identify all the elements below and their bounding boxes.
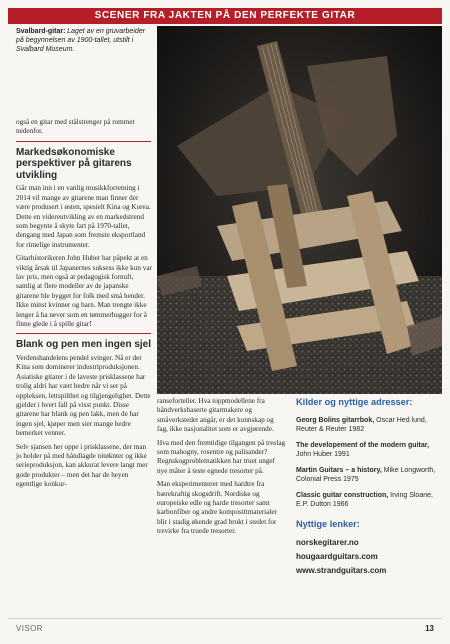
photo-caption bbox=[16, 27, 154, 54]
section1-paragraph-1: Går man inn i en vanlig musikkforretning i 2014 vil mange av gitarene man finner der være produsert i østen, spesielt Kina og Korea. Dette en videreutvikling av en markedstrend som begynte å skyte fart på 1970-tallet, dengang med Japan som fremste eksportland for rimelige instrumenter. bbox=[16, 184, 151, 249]
reference-item bbox=[296, 441, 442, 459]
section1-paragraph-2: Gitarhistorikeren John Huber har påpekt at en viktig årsak til Japanernes suksess ikke kun var lav pris, men også at pedagogisk fornuft, samlig at flere modeller av de japanske gitarene ble bygget for folk med små hender. Ikke minst kvinner og barn. Man trengte ikke lenger å ha never som en tømmerhugger for å finne glede i å spille gitar! bbox=[16, 254, 152, 328]
sources-heading: Kilder og nyttige adresser: bbox=[296, 397, 413, 407]
section-divider bbox=[16, 141, 151, 142]
svalbard-guitar-illustration bbox=[157, 26, 442, 394]
link-norskegitarer[interactable]: norskegitarer.no bbox=[296, 538, 359, 547]
caption-title: Svalbard-gitar: bbox=[16, 28, 66, 35]
reference-detail: Oscar Hed lund, Reuter & Reuter 1982 bbox=[296, 417, 427, 433]
reference-title: Martin Guitars – a history, bbox=[296, 467, 382, 474]
mid-paragraph-1: ranseforteller. Hva toppmodellene fra håndverksbaserte gitarmakere og småverkstedet angår, er det kunnskap og fag, ikke nasjonalitet som er avgjørende. bbox=[157, 397, 274, 434]
reference-title: The developement of the modern guitar, bbox=[296, 442, 430, 449]
reference-title: Classic guitar construction, bbox=[296, 492, 389, 499]
page-footer bbox=[16, 624, 434, 636]
section2-paragraph-1: Verdenshandelens pendel svinger. Nå er det Kina som dominerer industriproduksjonen. Asiatiske gitarer i de laveste prisklassene har trolig aldri har vært bedre når vi ser på oppleksen, lettspilthet og tilgjengelighet. Dette gjelder i hvert fall på visst punkt. Disse gitarene har blank og pen lakk, men de har ingen sjel, kjøper men sier mange bedre bemerket venner. bbox=[16, 353, 151, 438]
section2-paragraph-2: Selv sjansen her oppe i prisklassene, der man jo holder på med håndlagde nitøknter og ikke serieproduksjon, kan akkurat levere langt mer gode produkter – men det har de heyen egentlige konkur- bbox=[16, 442, 148, 489]
link-strandguitars[interactable]: www.strandguitars.com bbox=[296, 566, 387, 575]
caption-body: Laget av en gruvarbeider på begynnelsen av 1900-tallet, utstilt i Svalbard Museum. bbox=[16, 28, 145, 53]
section2-heading: Blank og pen men ingen sjel bbox=[16, 339, 152, 351]
guitar-photo bbox=[157, 26, 442, 394]
mid-paragraph-3: Man eksperimenterer med hardtre fra bærekraftig skogsdrift. Nordiske og europeiske edle og harde tresorter samt karbonfiber og andre komposittmaterialer blir i stadig økende grad brukt i stedet for trevirke fra truede tresorter. bbox=[157, 480, 277, 536]
page-number: 13 bbox=[425, 624, 434, 633]
middle-column bbox=[157, 397, 286, 541]
reference-title: Georg Bolins gitarrbok, bbox=[296, 417, 375, 424]
reference-detail: Mike Longworth, Colonial Press 1975 bbox=[296, 467, 436, 483]
magazine-name: VISOR bbox=[16, 624, 43, 633]
reference-detail: Irving Sloane, E.P. Dutton 1966 bbox=[296, 492, 433, 508]
section1-heading: Markedsøkonomiske perspektiver på gitarens utvikling bbox=[16, 146, 132, 181]
links-heading: Nyttige lenker: bbox=[296, 519, 360, 529]
reference-item bbox=[296, 416, 442, 434]
footer-rule bbox=[8, 618, 442, 619]
reference-detail: John Huber 1991 bbox=[296, 451, 350, 458]
reference-item bbox=[296, 466, 442, 484]
section-header-title: SCENER FRA JAKTEN PÅ DEN PERFEKTE GITAR bbox=[94, 10, 356, 21]
reference-item bbox=[296, 491, 442, 509]
right-column bbox=[296, 397, 442, 580]
left-column bbox=[16, 118, 153, 494]
section-divider bbox=[16, 333, 151, 334]
intro-paragraph: også en gitar med stålstrenger på rommet nedenfor. bbox=[16, 118, 135, 136]
section-header-bar bbox=[8, 8, 442, 24]
link-hougaardguitars[interactable]: hougaardguitars.com bbox=[296, 552, 378, 561]
mid-paragraph-2: Hva med den fremtidige tilgangen på treslag som mahogny, rosentre og palisander? Regnskogproblematikken har truet ungef nye måter å teste egnede tresorter på. bbox=[157, 438, 286, 475]
